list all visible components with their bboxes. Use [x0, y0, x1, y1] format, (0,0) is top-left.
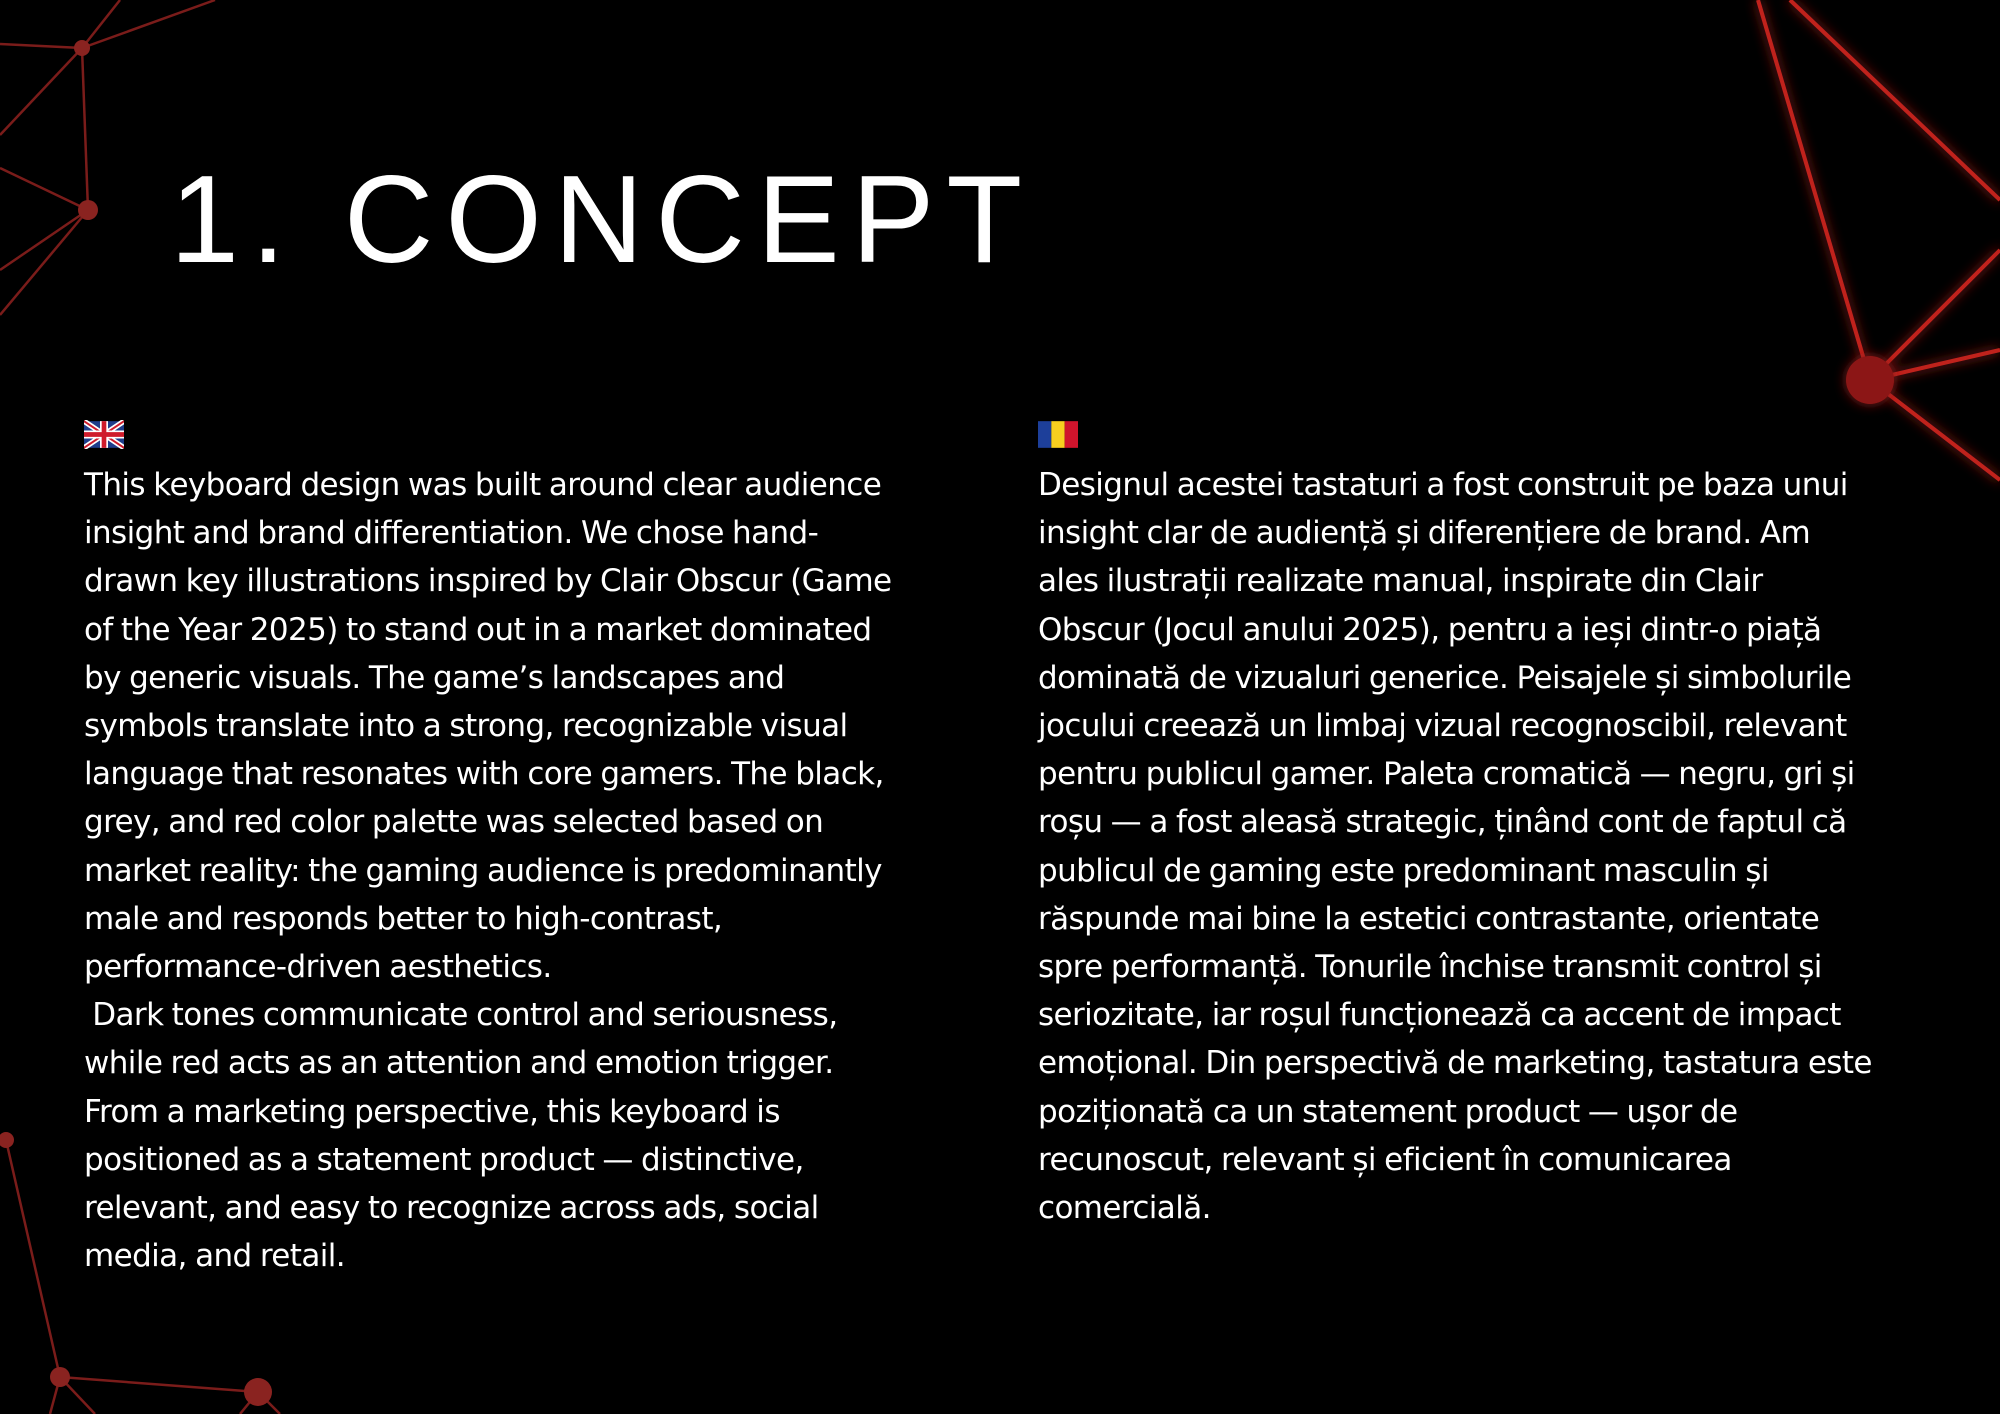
text-line: symbols translate into a strong, recognizable visual — [84, 708, 848, 745]
uk-flag-icon — [84, 420, 964, 449]
english-paragraph — [84, 461, 964, 1280]
text-line: comercială. — [1038, 1190, 1211, 1227]
text-line: ales ilustrații realizate manual, inspirate din Clair — [1038, 563, 1763, 600]
text-line: Designul acestei tastaturi a fost construit pe baza unui — [1038, 467, 1848, 503]
text-line: language that resonates with core gamers. The black, — [84, 756, 884, 793]
text-line: performance-driven aesthetics. — [84, 949, 552, 986]
text-line: publicul de gaming este predominant masculin și — [1038, 852, 1769, 889]
text-line: răspunde mai bine la estetici contrastante, orientate — [1038, 900, 1820, 937]
text-line: insight clar de audiență și diferențiere de brand. Am — [1038, 515, 1811, 552]
text-line: seriozitate, iar roșul funcționează ca accent de impact — [1038, 997, 1841, 1034]
text-line: pentru publicul gamer. Paleta cromatică — negru, gri și — [1038, 756, 1855, 793]
text-line: male and responds better to high-contrast, — [84, 900, 723, 937]
text-line: spre performanță. Tonurile închise transmit control și — [1038, 949, 1822, 986]
text-line: market reality: the gaming audience is predominantly — [84, 852, 882, 889]
text-line: Dark tones communicate control and seriousness, — [84, 997, 838, 1034]
text-line: recunoscut, relevant și eficient în comunicarea — [1038, 1141, 1732, 1178]
text-line: Obscur (Jocul anului 2025), pentru a ieși dintr-o piață — [1038, 611, 1822, 648]
text-line: poziționată ca un statement product — ușor de — [1038, 1093, 1738, 1130]
text-line: roșu — a fost aleasă strategic, ținând cont de faptul că — [1038, 804, 1847, 841]
english-section — [84, 420, 964, 1280]
romanian-section — [1038, 420, 1918, 1232]
text-line: while red acts as an attention and emotion trigger. — [84, 1045, 834, 1082]
page-title: 1. CONCEPT — [170, 151, 1035, 289]
text-line: by generic visuals. The game’s landscapes and — [84, 659, 785, 696]
text-line: jocului creează un limbaj vizual recognoscibil, relevant — [1038, 708, 1847, 745]
text-line: dominată de vizualuri generice. Peisajele și simbolurile — [1038, 659, 1852, 696]
text-line: drawn key illustrations inspired by Clair Obscur (Game — [84, 563, 892, 600]
text-line: of the Year 2025) to stand out in a market dominated — [84, 611, 872, 648]
romania-flag-icon — [1038, 420, 1918, 449]
text-line: This keyboard design was built around clear audience — [84, 467, 882, 503]
text-line: positioned as a statement product — distinctive, — [84, 1141, 804, 1178]
text-line: relevant, and easy to recognize across ads, social — [84, 1190, 819, 1227]
top-right-network — [1758, 0, 2000, 480]
text-line: insight and brand differentiation. We chose hand- — [84, 515, 819, 552]
text-line: grey, and red color palette was selected based on — [84, 804, 824, 841]
text-line: From a marketing perspective, this keyboard is — [84, 1093, 780, 1130]
romanian-paragraph — [1038, 461, 1918, 1232]
text-line: emoțional. Din perspectivă de marketing, tastatura este — [1038, 1045, 1872, 1082]
text-line: media, and retail. — [84, 1238, 346, 1275]
